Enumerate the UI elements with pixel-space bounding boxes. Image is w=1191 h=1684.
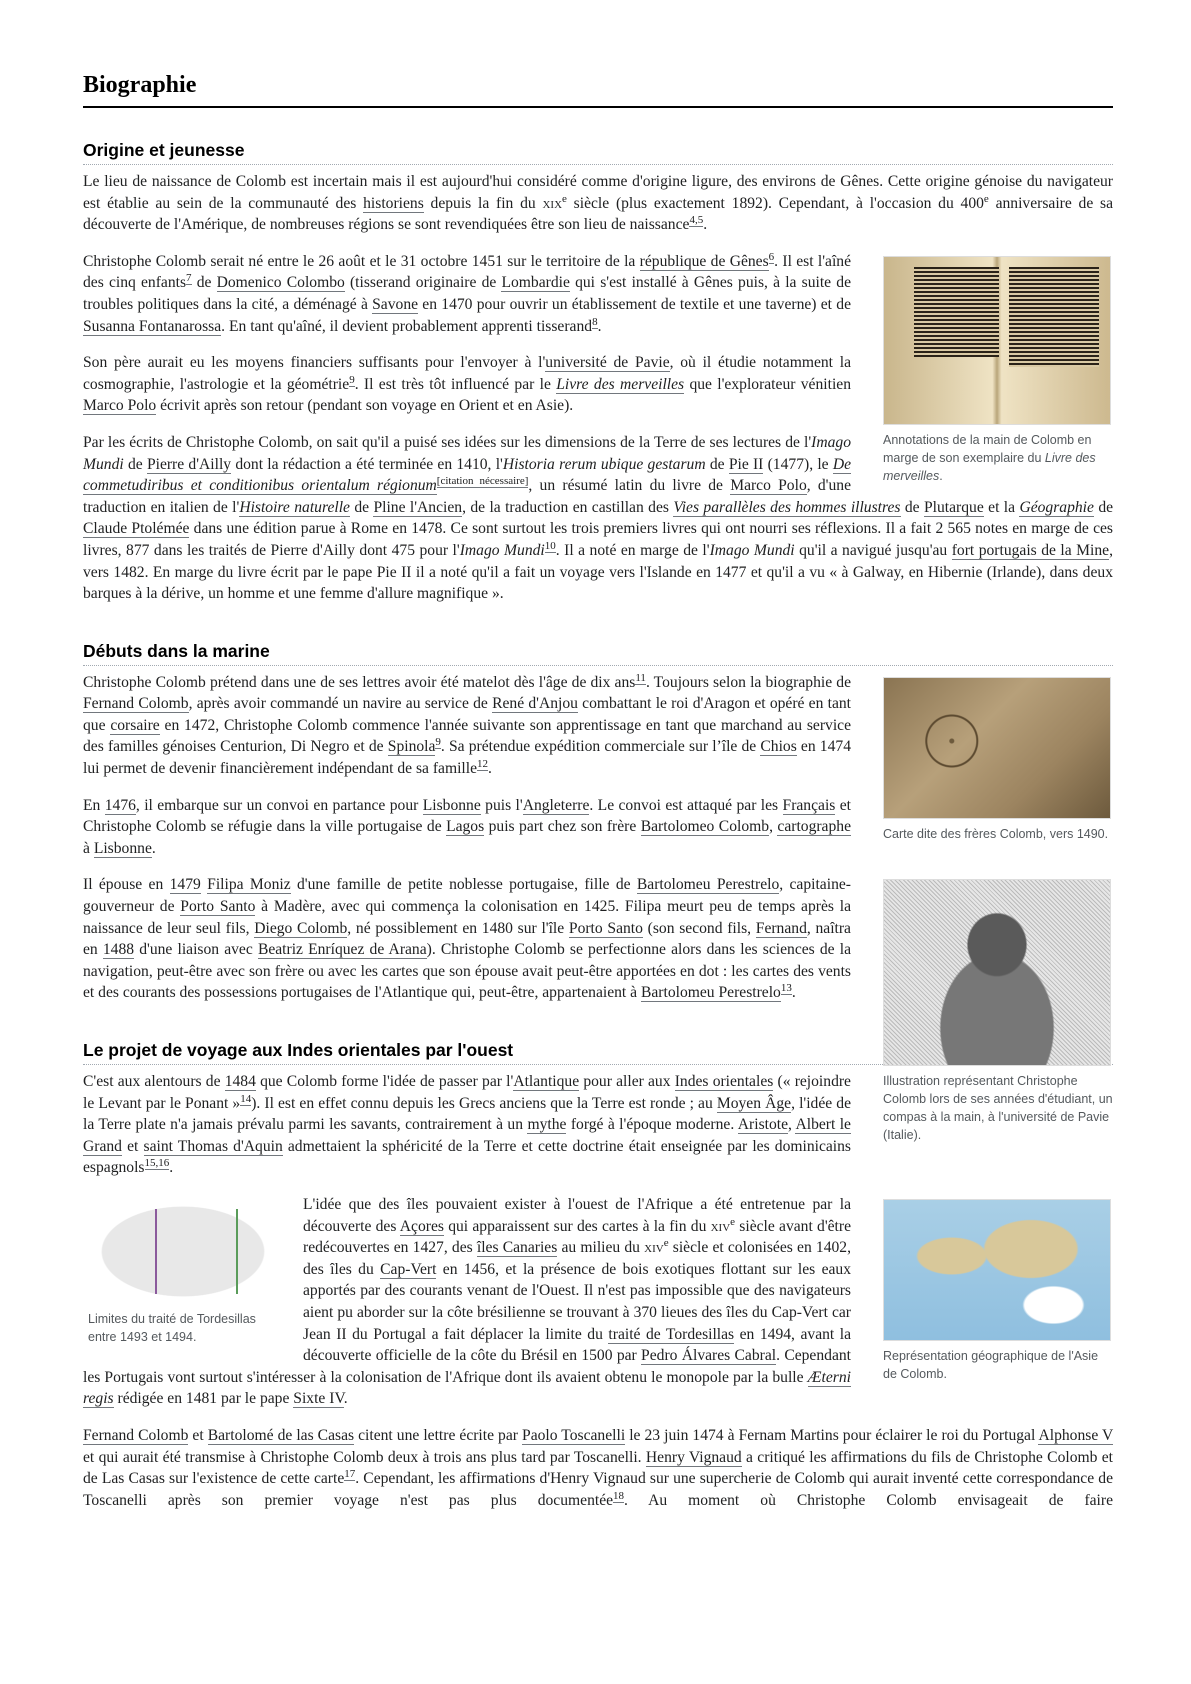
wiki-link[interactable]: Bartolomeo Colomb xyxy=(640,818,770,836)
wiki-link[interactable]: René d'Anjou xyxy=(492,695,578,713)
wiki-link[interactable]: 1484 xyxy=(224,1073,256,1090)
roman-numeral: xiv xyxy=(644,1239,664,1257)
wiki-link[interactable]: Bartolomeu Perestrelo xyxy=(640,984,781,1002)
reference-sup xyxy=(437,475,529,488)
wiki-link[interactable]: Savone xyxy=(372,295,419,313)
thumbnail-image[interactable] xyxy=(88,1199,278,1304)
text-run: siècle (plus exactement 1892). Cependant, à l'occasion du 400 xyxy=(566,194,984,212)
wiki-link[interactable]: Pline l'Ancien xyxy=(373,498,463,516)
wiki-link[interactable]: Albert le Grand xyxy=(83,1116,851,1155)
text-run: écrivit après son retour (pendant son voyage en Orient et en Asie). xyxy=(156,397,574,415)
text-run: Carte dite des frères Colomb, vers 1490. xyxy=(883,826,1109,841)
text-run: . xyxy=(939,468,943,483)
text-run: à Madère, avec qui commença la colonisation en 1425. Filipa meurt peu de temps après la naissance de leur seul fils, xyxy=(83,898,851,937)
wiki-link[interactable]: Lombardie xyxy=(501,274,570,292)
text-run: . xyxy=(169,1159,174,1177)
reference-link[interactable]: 9 xyxy=(349,373,355,386)
thumbnail-image[interactable] xyxy=(883,1199,1111,1341)
wiki-link[interactable]: Claude Ptolémée xyxy=(83,520,190,538)
wiki-link[interactable]: îles Canaries xyxy=(476,1239,558,1257)
paragraph xyxy=(83,1425,1113,1511)
text-run: Par les écrits de Christophe Colomb, on sait qu'il a puisé ses idées sur les dimensions de la Terre de ses lectures de l' xyxy=(83,433,812,451)
wiki-link[interactable]: Pedro Álvares Cabral xyxy=(641,1347,777,1365)
wiki-link[interactable]: Fernand Colomb xyxy=(83,695,189,713)
wiki-link[interactable]: Sixte IV xyxy=(293,1390,344,1408)
text-run: en 1472, Christophe Colomb commence l'année suivante son apprentissage en tant que marchand au service des familles génoises Centurion, Di Negro et de xyxy=(83,716,851,756)
reference-link[interactable]: 10 xyxy=(544,539,556,552)
reference-link[interactable]: 13 xyxy=(780,982,792,995)
wiki-link-italic[interactable]: De commetudiribus et conditionibus orientalum régionum xyxy=(83,455,852,495)
text-run: ). Christophe Colomb se perfectionne alors dans les sciences de la navigation, peut-être avec son frère ou avec les cartes que son épouse avait peut-être apportées en dot : les cartes des vents et des courants des possessions portugaises de l'Atlantique qui, peut-être, appartenaient à xyxy=(83,941,852,1002)
text-run: de xyxy=(349,498,374,516)
reference-link[interactable]: 11 xyxy=(635,671,646,684)
text-run: et la xyxy=(983,498,1020,516)
ordinal-suffix: e xyxy=(730,1215,736,1228)
wiki-link[interactable]: Fernand xyxy=(755,919,807,937)
text-run: En xyxy=(83,796,105,814)
text-run: . Il est très tôt influencé par le xyxy=(354,375,557,393)
wiki-link[interactable]: Açores xyxy=(399,1217,444,1235)
wiki-link[interactable]: Diego Colomb xyxy=(254,919,348,937)
text-run: qui s'est installé à Gênes puis, à la suite de troubles politiques dans la cité, a déménagé à xyxy=(83,274,851,313)
text-run: forgé à l'époque moderne. xyxy=(566,1116,738,1134)
text-run: . Cependant les Portugais vont surtout s'intéresser à la colonisation de l'Afrique dont ils avaient obtenu le monopole par la bulle xyxy=(83,1347,851,1386)
figure-caption xyxy=(883,1072,1113,1144)
wiki-link[interactable]: Paolo Toscanelli xyxy=(522,1426,626,1444)
text-run: . En tant qu'aîné, il devient probablement apprenti tisserand xyxy=(221,317,593,335)
reference-sup xyxy=(689,214,703,227)
thumbnail-figure xyxy=(88,1199,283,1346)
text-run: Son père aurait eu les moyens financiers suffisants pour l'envoyer à l' xyxy=(83,354,546,372)
text-run: a critiqué les affirmations du fils de Christophe Colomb et de Las Casas sur l'existence de cette carte xyxy=(83,1448,1114,1488)
text-run: . xyxy=(151,839,156,857)
text-run: que Colomb forme l'idée de passer par l' xyxy=(255,1073,514,1090)
thumbnail-figure xyxy=(883,1199,1113,1383)
text-run: à xyxy=(83,839,94,857)
text-run: le 23 juin 1474 à Fernam Martins pour éclairer le roi du Portugal xyxy=(625,1426,1039,1444)
text-run: Annotations de la main de Colomb en marge de son exemplaire du xyxy=(883,432,1092,465)
section-heading: Origine et jeunesse xyxy=(83,138,1113,165)
text-run: , où il étudie notamment la cosmographie, l'astrologie et la géométrie xyxy=(83,354,851,393)
wiki-link[interactable]: Chios xyxy=(760,738,797,756)
reference-sup xyxy=(635,672,646,685)
article-body xyxy=(83,70,1113,1545)
wiki-link[interactable]: Aristote xyxy=(737,1116,789,1134)
reference-sup xyxy=(145,1157,170,1170)
thumbnail-image[interactable] xyxy=(883,677,1111,819)
wiki-link[interactable]: Moyen Âge xyxy=(716,1094,792,1112)
reference-link[interactable]: 7 xyxy=(186,272,192,285)
text-run: . xyxy=(791,984,796,1002)
reference-link[interactable]: 8 xyxy=(592,315,598,328)
figure-caption xyxy=(883,431,1113,485)
wiki-link[interactable]: Pierre d'Ailly xyxy=(146,455,232,473)
wiki-link[interactable]: Pie II xyxy=(728,455,764,473)
text-run: en 1470 pour ouvrir un établissement de textile et une taverne) et de xyxy=(418,295,851,313)
reference-link[interactable]: 9 xyxy=(435,736,441,749)
wiki-link[interactable]: Domenico Colombo xyxy=(216,274,345,292)
text-run: . xyxy=(343,1390,348,1408)
text-run: siècle et colonisées en 1402, des îles du xyxy=(303,1239,852,1278)
wiki-link[interactable]: Beatriz Enríquez de Arana xyxy=(257,941,427,959)
text-run: . Il est l'aîné des cinq enfants xyxy=(83,252,851,292)
text-run: de xyxy=(1093,498,1114,516)
italic-title: Imago Mundi xyxy=(709,541,795,559)
text-run: (tisserand originaire de xyxy=(344,274,502,292)
wiki-link[interactable]: Marco Polo xyxy=(83,397,157,415)
text-run: , il embarque sur un convoi en partance pour xyxy=(135,796,423,814)
italic-title: Historia rerum ubique gestarum xyxy=(502,455,706,473)
paragraph xyxy=(83,171,1113,236)
text-run: de xyxy=(900,498,924,516)
wiki-link[interactable]: Alphonse V xyxy=(1038,1426,1113,1444)
text-run: et xyxy=(188,1426,208,1444)
thumbnail-image[interactable] xyxy=(883,879,1111,1066)
reference-sup xyxy=(477,758,488,771)
wiki-link-italic[interactable]: Livre des merveilles xyxy=(556,375,685,393)
text-run: . Toujours selon la biographie de xyxy=(645,673,851,691)
wiki-link[interactable]: Lisbonne xyxy=(422,796,481,814)
text-run: L'idée que des îles pouvaient exister à l'ouest de l'Afrique a été entretenue par la découverte des xyxy=(303,1195,851,1235)
text-run: qui apparaissent sur des cartes à la fin du xyxy=(443,1217,711,1235)
wiki-link[interactable]: Spinola xyxy=(387,738,436,756)
text-run: C'est aux alentours de xyxy=(83,1073,225,1090)
text-run: Limites du traité de Tordesillas entre 1493 et 1494. xyxy=(88,1311,256,1344)
wiki-link[interactable]: Atlantique xyxy=(513,1073,580,1090)
wiki-link[interactable]: université de Pavie xyxy=(545,354,670,372)
reference-sup xyxy=(240,1093,251,1106)
text-run: et qui aurait été transmise à Christophe Colomb deux à trois ans plus tard par Toscanelli. xyxy=(83,1448,646,1466)
text-run: . Cependant, les affirmations d'Henry Vignaud sur une supercherie de Colomb qui aurait inventé cette correspondance de Toscanelli après son premier voyage n'est pas plus documentée xyxy=(83,1470,1113,1509)
wiki-link[interactable]: Lagos xyxy=(446,818,485,836)
text-run: dans une édition parue à Rome en 1478. Ce sont surtout les trois premiers livres qui ont nourri ses réflexions. Il a fait 2 565 notes en marge de ces livres, 877 dans les traités de Pierre d'Ailly dont 475 pour l' xyxy=(83,520,1113,559)
reference-sup xyxy=(781,982,792,995)
wiki-link[interactable]: mythe xyxy=(527,1116,567,1134)
reference-link[interactable]: 14 xyxy=(240,1092,252,1105)
page-title: Biographie xyxy=(83,70,1113,108)
text-run: et xyxy=(121,1137,144,1155)
text-run: puis part chez son frère xyxy=(484,818,641,836)
ordinal-suffix: e xyxy=(663,1237,669,1250)
reference-link[interactable]: [citation nécessaire] xyxy=(436,475,529,488)
text-run: , né possiblement en 1480 sur l'île xyxy=(347,919,569,937)
text-run: Christophe Colomb serait né entre le 26 août et le 31 octobre 1451 sur le territoire de la xyxy=(83,252,640,270)
figure-caption xyxy=(883,1347,1113,1383)
sections xyxy=(83,138,1113,1511)
wiki-link[interactable]: Lisbonne xyxy=(93,839,152,857)
italic-title: Imago Mundi xyxy=(83,433,851,473)
section-heading: Débuts dans la marine xyxy=(83,639,1113,666)
text-run: et Christophe Colomb se réfugie dans la ville portugaise de xyxy=(83,796,851,836)
text-run: qu'il a navigué jusqu'au xyxy=(794,541,952,559)
text-run: Illustration représentant Christophe Colomb lors de ses années d'étudiant, un compas à la main, à l'université de Pavie (Italie). xyxy=(883,1074,1113,1143)
text-run: rédigée en 1481 par le pape xyxy=(113,1390,294,1408)
text-run: de xyxy=(705,455,729,473)
wiki-link[interactable]: Cap-Vert xyxy=(380,1260,437,1278)
figure-caption xyxy=(883,825,1113,843)
text-run: , vers 1482. En marge du livre écrit par le pape Pie II il a noté qu'il a fait un voyage vers l'Islande en 1477 et qu'il a vu « à Galway, en Hibernie (Irlande), dans deux barques à la dérive, un homme et une femme d'allure magnifique ». xyxy=(83,541,1113,603)
wiki-link[interactable]: Fernand Colomb xyxy=(83,1426,189,1444)
reference-link[interactable]: 6 xyxy=(768,250,775,263)
wiki-link[interactable]: fort portugais de la Mine xyxy=(951,541,1110,559)
text-run: . xyxy=(597,317,602,335)
reference-link[interactable]: 18 xyxy=(613,1489,625,1502)
text-run: dont la rédaction a été terminée en 1410, l' xyxy=(231,455,503,473)
text-run: (1477), le xyxy=(763,455,833,473)
text-run: admettaient la sphéricité de la Terre et cette doctrine était enseignée par les dominicains espagnols xyxy=(83,1137,851,1177)
figure-caption xyxy=(88,1310,283,1346)
text-run: pour aller aux xyxy=(579,1073,675,1090)
wiki-link[interactable]: république de Gênes xyxy=(639,252,769,270)
wiki-link[interactable]: Bartolomé de las Casas xyxy=(207,1426,355,1444)
wiki-link[interactable]: Porto Santo xyxy=(180,898,256,916)
text-run: en 1474 lui permet de devenir financièrement indépendant de sa famille xyxy=(83,738,851,778)
wiki-link[interactable]: Henry Vignaud xyxy=(645,1448,742,1466)
roman-numeral: xix xyxy=(542,194,563,212)
text-run: en 1456, et la présence de bois exotiques flottant sur les eaux apportés par des courants venant de l'Ouest. Il n'est pas impossible que des navigateurs aient pu aborder sur la côte brésilienne se trouvant à 370 lieues des îles du Cap-Vert car Jean II du Portugal a fait déplacer la limite du xyxy=(303,1260,852,1343)
wiki-link[interactable]: 1488 xyxy=(102,941,135,959)
text-run: , l'idée de la Terre plate n'a jamais prévalu parmi les savants, contrairement à un xyxy=(83,1094,851,1134)
wiki-link-italic[interactable]: Vies parallèles des hommes illustres xyxy=(673,498,901,516)
thumbnail-image[interactable] xyxy=(883,256,1111,425)
text-run: , naîtra en xyxy=(83,919,851,959)
wiki-link[interactable]: Plutarque xyxy=(924,498,984,516)
text-run: . xyxy=(703,216,708,234)
text-run: combattant le roi d'Aragon et opéré en tant que xyxy=(83,695,852,734)
reference-link[interactable]: 12 xyxy=(477,758,489,771)
wiki-link[interactable]: saint Thomas d'Aquin xyxy=(143,1137,283,1155)
text-run: . Le convoi est attaqué par les xyxy=(589,796,783,814)
wiki-link-italic[interactable]: Histoire naturelle xyxy=(239,498,350,516)
text-run: , capitaine-gouverneur de xyxy=(83,876,851,916)
wiki-link[interactable]: traité de Tordesillas xyxy=(608,1325,735,1343)
text-run: ). Il est en effet connu depuis les Grecs anciens que la Terre est ronde ; au xyxy=(251,1094,717,1112)
text-run: Christophe Colomb prétend dans une de ses lettres avoir été matelot dès l'âge de dix ans xyxy=(83,673,636,691)
text-run: Il épouse en xyxy=(83,876,170,894)
text-run: d'une liaison avec xyxy=(134,941,258,959)
wiki-link[interactable]: Susanna Fontanarossa xyxy=(83,317,222,335)
section xyxy=(83,138,1113,605)
italic-title: Livre des merveilles xyxy=(883,450,1096,483)
wiki-link[interactable]: Marco Polo xyxy=(730,477,807,495)
wiki-link[interactable]: cartographe xyxy=(777,818,851,836)
ordinal-suffix: e xyxy=(562,192,567,205)
wiki-link[interactable]: Angleterre xyxy=(522,796,590,814)
reference-sup xyxy=(344,1468,355,1481)
text-run: Le lieu de naissance de Colomb est incertain mais il est aujourd'hui considéré comme d'origine ligure, des environs de Gênes. Cette origine génoise du navigateur est établie au sein de la communauté des xyxy=(83,173,1113,212)
text-run: , de la traduction en castillan des xyxy=(462,498,674,516)
text-run: citent une lettre écrite par xyxy=(354,1426,523,1444)
wiki-link[interactable]: Bartolomeu Perestrelo xyxy=(636,876,780,894)
text-run: d'une famille de petite noblesse portugaise, fille de xyxy=(290,876,637,894)
wiki-link[interactable]: Indes orientales xyxy=(674,1073,774,1090)
wiki-link[interactable]: Français xyxy=(782,796,836,814)
ordinal-suffix: e xyxy=(983,192,989,205)
italic-title: Imago Mundi xyxy=(459,541,545,559)
wiki-link-italic[interactable]: Æterni regis xyxy=(83,1368,851,1408)
text-run: siècle avant d'être redécouvertes en 1427, des xyxy=(303,1217,852,1257)
wiki-link[interactable]: Porto Santo xyxy=(568,919,643,937)
text-run: . Au moment où Christophe Colomb envisageait de faire xyxy=(624,1491,1114,1509)
thumbnail-figure xyxy=(883,879,1113,1144)
text-run: de xyxy=(191,274,217,292)
text-run: (son second fils, xyxy=(642,919,756,937)
text-run: . Sa prétendue expédition commerciale sur l’île de xyxy=(440,738,761,756)
text-run: puis l' xyxy=(480,796,523,814)
thumbnail-figure xyxy=(883,677,1113,843)
wiki-link[interactable]: historiens xyxy=(363,194,424,212)
text-run: , xyxy=(788,1116,796,1134)
text-run: au milieu du xyxy=(557,1239,645,1257)
text-run: anniversaire de sa découverte de l'Amérique, de nombreuses régions se sont revendiquées être son lieu de naissance xyxy=(83,194,1113,234)
wiki-link[interactable]: 1479 xyxy=(169,876,201,894)
section-heading: Le projet de voyage aux Indes orientales par l'ouest xyxy=(83,1038,1113,1065)
wiki-link[interactable]: Filipa Moniz xyxy=(207,876,291,894)
text-run: en 1494, avant la découverte officielle de la côte du Brésil en 1500 par xyxy=(303,1325,852,1365)
text-run: , d'une traduction en italien de l' xyxy=(83,477,852,516)
reference-link[interactable]: 15,16 xyxy=(144,1157,170,1170)
thumbnail-figure xyxy=(883,256,1113,485)
text-run: de xyxy=(123,455,147,473)
text-run: , après avoir commandé un navire au service de xyxy=(188,695,493,713)
text-run: que l'explorateur vénitien xyxy=(684,375,851,393)
reference-link[interactable]: 17 xyxy=(344,1468,356,1481)
text-run: . Il a noté en marge de l' xyxy=(555,541,710,559)
reference-link[interactable]: 4,5 xyxy=(689,214,704,227)
reference-sup xyxy=(545,540,556,553)
wiki-link-italic[interactable]: Géographie xyxy=(1019,498,1094,516)
roman-numeral: xiv xyxy=(710,1217,731,1235)
wiki-link[interactable]: 1476 xyxy=(104,796,136,814)
reference-sup xyxy=(613,1490,624,1503)
text-run: . xyxy=(488,760,492,778)
text-run: , un résumé latin du livre de xyxy=(528,477,731,495)
text-run: , xyxy=(769,818,778,836)
text-run: (« rejoindre le Levant par le Ponant » xyxy=(83,1073,851,1112)
text-run: Représentation géographique de l'Asie de Colomb. xyxy=(883,1348,1099,1381)
text-run: depuis la fin du xyxy=(423,194,543,212)
wiki-link[interactable]: corsaire xyxy=(110,716,160,734)
